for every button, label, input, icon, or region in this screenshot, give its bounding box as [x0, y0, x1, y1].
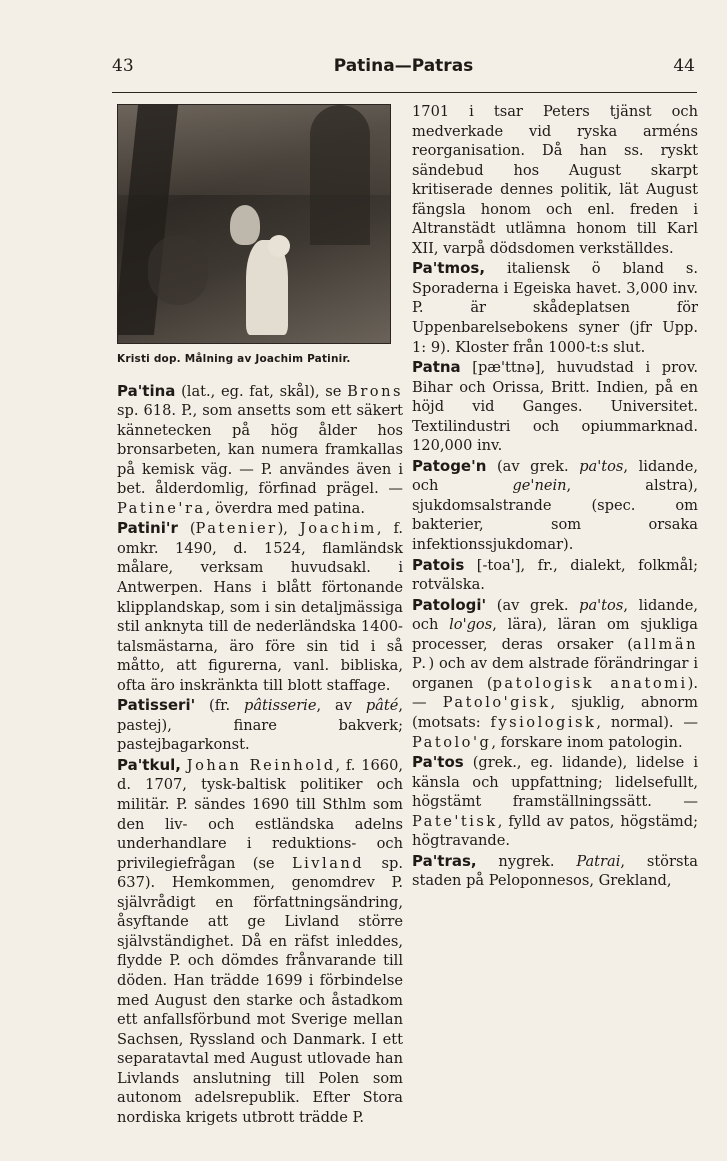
- painting-image: [117, 104, 391, 344]
- entry-patisseri: Patisseri' (fr. pâtisserie, av pâté, pastej), finare bakverk; pastejbagarkonst.: [117, 696, 403, 754]
- entry-patois: Patois [-toa'], fr., dialekt, folkmål; rotvälska.: [412, 555, 698, 594]
- column-right: [412, 102, 698, 892]
- entry-patogen: Patoge'n (av grek. pa'tos, lidande, och ge'nein, alstra), sjukdomsalstrande (spec. om bakterier, som orsaka infektionssjukdomar).: [412, 456, 699, 554]
- running-title: Patina—Patras: [333, 56, 474, 76]
- entry-patkul: Pa'tkul, Johan Reinhold, f. 1660, d. 1707, tysk-baltisk politiker och militär. P. sändes 1690 till Sthlm som den liv- och estländska adelns underhandlare i reduktions- och privilegiefrågan (se Livland sp. 637). Hemkommen, genomdrev P. självrådigt en författningsändring, åsyftande att ge Livland större självständighet. Då en räfst inleddes, flydde P. och dömdes frånvarande till döden. Han trädde 1699 i förbindelse med August den starke och åstadkom ett anfallsförbund mot Sverige mellan Sachsen, Ryssland och Danmark. I ett separatavtal med August utlovade han Livlands anslutning till Polen som autonom adelsrepublik. Efter Stora nordiska krigets utbrott trädde P.: [117, 755, 403, 1126]
- entry-patina: Pa'tina (lat., eg. fat, skål), se Brons sp. 618. P., som ansetts som ett säkert kännetecken på hög ålder hos bronsarbeten, kan numera framkallas på kemisk väg. — P. användes även i bet. ålderdomlig, förfinad prägel. — Patine'ra, överdra med patina.: [117, 381, 403, 517]
- headword: Patna: [412, 358, 461, 377]
- headword: Pa'tmos,: [412, 259, 486, 278]
- headword: Pa'tkul,: [117, 755, 181, 774]
- headword: Pa'tina: [117, 381, 176, 400]
- headword: Patologi': [412, 595, 487, 614]
- page-number-left: 43: [112, 56, 134, 76]
- headword: Patisseri': [117, 696, 196, 715]
- headword: Patoge'n: [412, 456, 487, 475]
- entry-patos: Pa'tos (grek., eg. lidande), lidelse i känsla och uppfattning; lidelsefullt, högstämt framställningssätt. — Pate'tisk, fylld av patos, högstämd; högtravande.: [412, 753, 698, 850]
- entry-patinir: Patini'r (Patenier), Joachim, f. omkr. 1490, d. 1524, flamländsk målare, verksam huvudsakl. i Antwerpen. Hans i blått förtonande klipplandskap, som i sin detaljmässiga stil anknyta till de nederländska 1400-talsmästarna, äro före sin tid i så måtto, att figurerna, vanl. bibliska, ofta äro inskränkta till blott staffage.: [117, 519, 403, 694]
- page-header: [112, 56, 695, 90]
- headword: Patini'r: [117, 519, 178, 538]
- header-rule: [112, 92, 697, 93]
- figure-caption: Kristi dop. Målning av Joachim Patinir.: [117, 353, 351, 365]
- headword: Pa'tos: [412, 753, 464, 772]
- entry-patologi: Patologi' (av grek. pa'tos, lidande, och lo'gos, lära), läran om sjukliga processer, deras orsaker (allmän P.) och av dem alstrade förändringar i organen (patologisk anatomi). — Patolo'gisk, sjuklig, abnorm (motsats: fysiologisk, normal). — Patolo'g, forskare inom patologin.: [412, 595, 699, 751]
- headword: Patois: [412, 555, 465, 574]
- column-left: [117, 100, 403, 1128]
- entry-patkul-continued: 1701 i tsar Peters tjänst och medverkade vid ryska arméns reorganisation. Då han ss. ryskt sändebud hos August skarpt kritiserade dennes politik, lät August fängsla honom och enl. freden i Altranstädt utlämna honom till Karl XII, varpå dödsdomen verkställdes.: [412, 103, 698, 257]
- entry-patna: Patna [pæ'ttnə], huvudstad i prov. Bihar och Orissa, Britt. Indien, på en höjd vid Ganges. Universitet. Textilindustri och opiummarknad. 120,000 inv.: [412, 358, 698, 455]
- page-number-right: 44: [673, 56, 695, 76]
- entry-patras: Pa'tras, nygrek. Patrai, största staden på Peloponnesos, Grekland,: [412, 851, 699, 890]
- headword: Pa'tras,: [412, 851, 477, 870]
- entry-patmos: Pa'tmos, italiensk ö bland s. Sporaderna i Egeiska havet. 3,000 inv. P. är skådeplatsen för Uppenbarelsebokens syner (jfr Upp. 1: 9). Kloster från 1000-t:s slut.: [412, 259, 698, 356]
